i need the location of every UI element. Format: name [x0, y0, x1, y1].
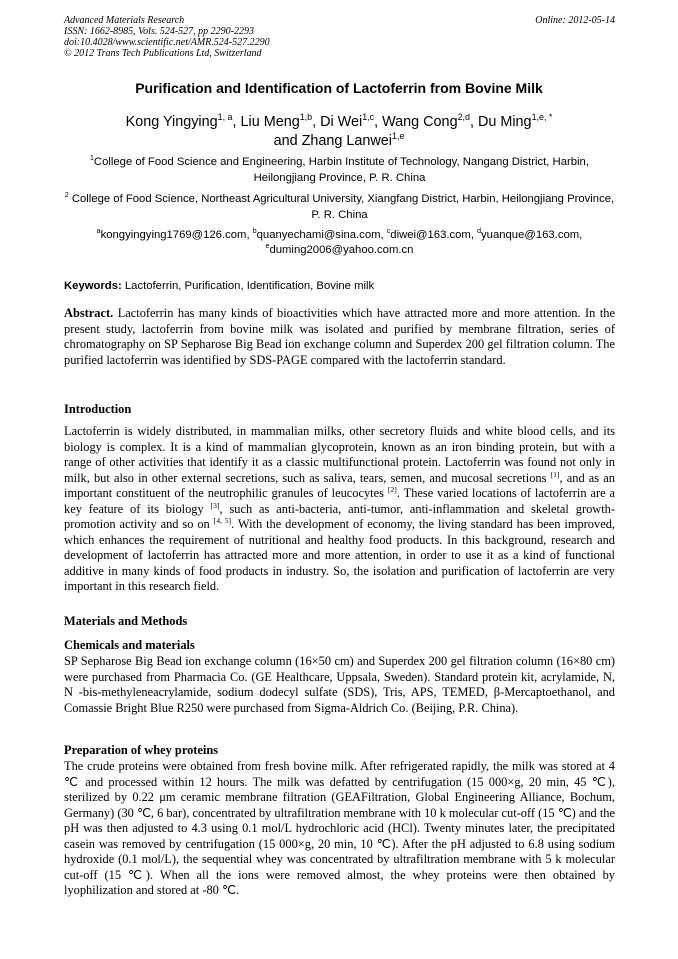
citation: [1] — [550, 469, 560, 479]
keywords-label: Keywords: — [64, 280, 122, 292]
whey-paragraph: The crude proteins were obtained from fresh bovine milk. After refrigerated rapidly, the milk was stored at 4 ℃ and processed within 12 hours. The milk was defatted by centrifugation (15 000×g, 20 min, 45 ℃), sterilized by 0.22 μm ceramic membrane filtration (GEAFiltration, Global Engineering Alliance, Bochum, Germany) (30 ℃, 6 bar), concentrated by ultrafiltration membrane with 10 k molecular cut-off (15 ℃) and the pH was then adjusted to 4.3 using 0.1 mol/L hydrochloric acid (HCl). Twenty minutes later, the precipitated casein was removed by centrifugation (15 000×g, 20 min, 10 ℃). After the pH adjusted to 6.8 using sodium hydroxide (0.1 mol/L), the sequential whey was concentrated by ultrafiltration membrane with 5 k molecular cut-off (15 ℃). When all the ions were removed almost, the whey proteins were then obtained by lyophilization and stored at -80 ℃. — [64, 759, 615, 897]
subsection-heading-whey: Preparation of whey proteins — [64, 743, 219, 757]
paper-title: Purification and Identification of Lactoferrin from Bovine Milk — [135, 80, 543, 96]
doi-line: doi:10.4028/www.scientific.net/AMR.524-527.2290 — [64, 37, 270, 48]
affiliation-2: $^2$ College of Food Science, Northeast Agricultural University, Xiangfang District, Harbin, Heilongjiang Province, P. R. China — [64, 192, 615, 221]
author: Wang Cong$^{2,d}$, — [382, 112, 478, 130]
author: Liu Meng$^{1,b}$, — [240, 112, 321, 130]
section-heading-introduction: Introduction — [64, 402, 132, 416]
author: Kong Yingying$^{1, a}$, — [125, 112, 241, 130]
author: Du Ming$^{1,e, *}$ — [477, 112, 553, 130]
journal-name: Advanced Materials Research — [64, 15, 185, 26]
citation: [2] — [387, 484, 397, 494]
keywords-text: Lactoferrin, Purification, Identification, Bovine milk — [121, 280, 375, 292]
author: and Zhang Lanwei$^{1,e}$ — [273, 131, 405, 149]
author-emails: $^a$kongyingying1769@126.com, $^b$quanyechami@sina.com, $^c$diwei@163.com, $^d$yuanque@163.com, $^e$duming2006@yahoo.com.cn — [96, 228, 583, 256]
affiliation-1: $^1$College of Food Science and Engineering, Harbin Institute of Technology, Nangang District, Harbin, Heilongjiang Province, P. R. China — [90, 155, 589, 184]
subsection-heading-chemicals: Chemicals and materials — [64, 638, 195, 652]
citation: [3] — [210, 500, 220, 510]
journal-header — [64, 15, 615, 59]
abstract-label: Abstract. — [64, 306, 114, 320]
author-list — [40, 113, 638, 151]
online-date: Online: 2012-05-14 — [535, 15, 615, 26]
chemicals-paragraph: SP Sepharose Big Bead ion exchange column (16×50 cm) and Superdex 200 gel filtration column (16×80 cm) were purchased from Pharmacia Co. (GE Healthcare, Uppsala, Sweden). Standard protein kit, acrylamide, N, N -bis-methyleneacrylamide, sodium dodecyl sulfate (SDS), Tris, APS, TEMED, β-Mercaptoethanol, and Comassie Bright Blue R250 were purchased from Sigma-Aldrich Co. (Beijing, P.R. China). — [64, 654, 615, 715]
abstract-text: Lactoferrin has many kinds of bioactivities which have attracted more and more attention. In the present study, lactoferrin from bovine milk was isolated and purified by membrane filtration, series of chromatography on SP Sepharose Big Bead ion exchange column and Superdex 200 gel filtration column. The purified lactoferrin was identified by SDS-PAGE compared with the lactoferrin standard. — [64, 306, 615, 367]
author: Di Wei$^{1,c}$, — [320, 112, 383, 130]
introduction-paragraph: Lactoferrin is widely distributed, in mammalian milks, other secretory fluids and white blood cells, and its biology is complex. It is a kind of mammalian glycoprotein, known as an iron binding protein, but with a range of other activities that identify it as a classic multifunctional protein. Lactoferrin was found not only in milk, but also in other external secretions, such as saliva, tears, semen, and mucosal secretions [1], and as an important constituent of the neutrophilic granules of leucocytes [2]. These varied locations of lactoferrin are a key feature of its biology [3], such as anti-bacteria, anti-tumor, anti-inflammation and skeletal growth-promotion activity and so on [4, 5]. With the development of economy, the living standard has been improved, which enhances the requirement of nutritional and healthy food products. In this background, research and development of lactoferrin has attracted more and more attention, in order to use it as a kind of functional additive in many kinds of food products in industry. So, the isolation and purification of lactoferrin are very important in this research field. — [64, 424, 615, 593]
section-heading-materials-methods: Materials and Methods — [64, 614, 188, 628]
copyright-line: © 2012 Trans Tech Publications Ltd, Switzerland — [64, 48, 262, 59]
keywords — [64, 279, 615, 294]
citation: [4, 5] — [213, 515, 232, 525]
issn-line: ISSN: 1662-8985, Vols. 524-527, pp 2290-2293 — [64, 26, 254, 37]
abstract — [64, 306, 615, 368]
